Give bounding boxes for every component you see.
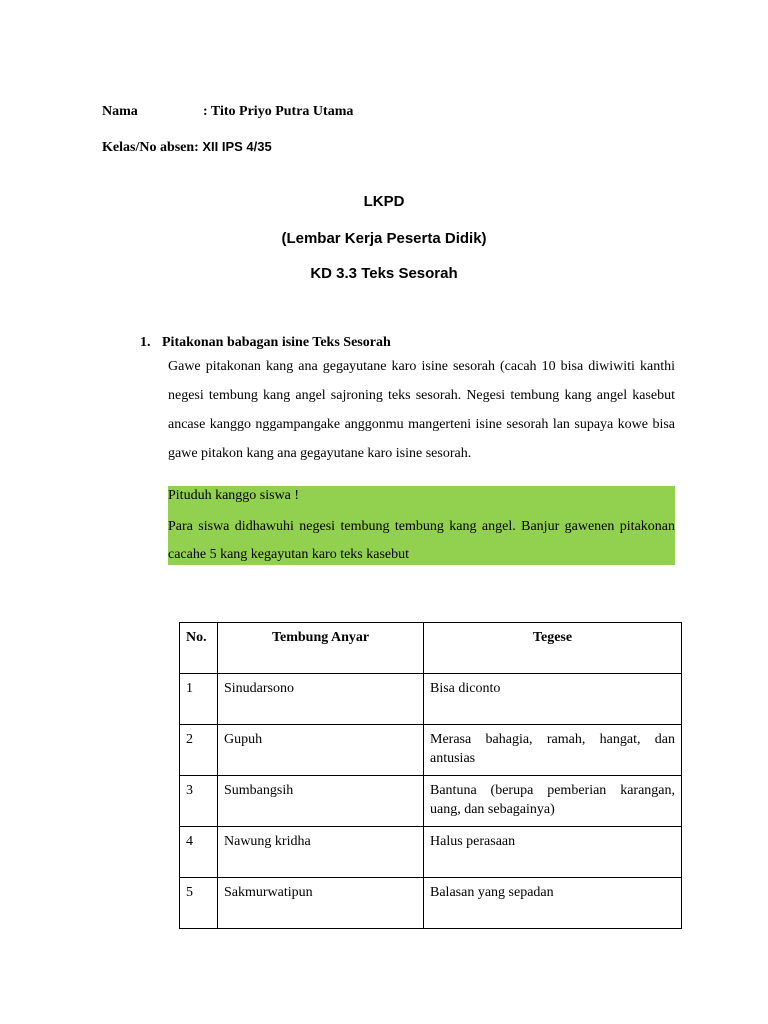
row-no: 1 [180, 674, 218, 725]
vocabulary-table [179, 622, 682, 929]
class-label: Kelas/No absen: [102, 140, 199, 155]
row-no: 2 [180, 725, 218, 776]
section-heading: Pitakonan babagan isine Teks Sesorah [162, 335, 391, 350]
name-label: Nama [102, 104, 138, 119]
row-word: Sinudarsono [218, 674, 424, 725]
section-body: Gawe pitakonan kang ana gegayutane karo isine sesorah (cacah 10 bisa diwiwiti kanthi negesi tembung kang angel sajroning teks sesorah. Negesi tembung kang angel kasebut ancase kanggo nggampangake anggonmu mangerteni isine sesorah lan supaya kowe bisa gawe pitakon kang ana gegayutane karo isine sesorah. [168, 359, 675, 461]
row-no: 5 [180, 878, 218, 929]
table-header-row [180, 623, 682, 674]
row-word: Gupuh [218, 725, 424, 776]
instructions-title: Pituduh kanggo siswa ! [168, 488, 300, 503]
row-no: 3 [180, 776, 218, 827]
header-meaning: Tegese [424, 623, 682, 674]
instructions-body: Para siswa didhawuhi negesi tembung tembung kang angel. Banjur gawenen pitakonan cacahe 5 kang kegayutan karo teks kasebut [168, 519, 675, 562]
class-row [102, 139, 272, 156]
name-value: : Tito Priyo Putra Utama [203, 104, 354, 119]
section-number: 1. [140, 335, 151, 350]
row-meaning: Bisa diconto [424, 674, 682, 725]
title-subtitle: (Lembar Kerja Peserta Didik) [281, 230, 487, 247]
table-row [180, 725, 682, 776]
header-word: Tembung Anyar [218, 623, 424, 674]
row-meaning: Halus perasaan [424, 827, 682, 878]
row-no: 4 [180, 827, 218, 878]
title-lkpd: LKPD [363, 193, 405, 210]
row-meaning: Merasa bahagia, ramah, hangat, dan antusias [424, 725, 682, 776]
table-row [180, 878, 682, 929]
table-row [180, 827, 682, 878]
header-no: No. [180, 623, 218, 674]
row-meaning: Bantuna (berupa pemberian karangan, uang, dan sebagainya) [424, 776, 682, 827]
table-row [180, 776, 682, 827]
row-word: Nawung kridha [218, 827, 424, 878]
class-value: XII IPS 4/35 [202, 139, 272, 154]
table-row [180, 674, 682, 725]
row-word: Sumbangsih [218, 776, 424, 827]
instructions-box [168, 486, 675, 565]
title-kd: KD 3.3 Teks Sesorah [310, 265, 458, 282]
row-word: Sakmurwatipun [218, 878, 424, 929]
row-meaning: Balasan yang sepadan [424, 878, 682, 929]
